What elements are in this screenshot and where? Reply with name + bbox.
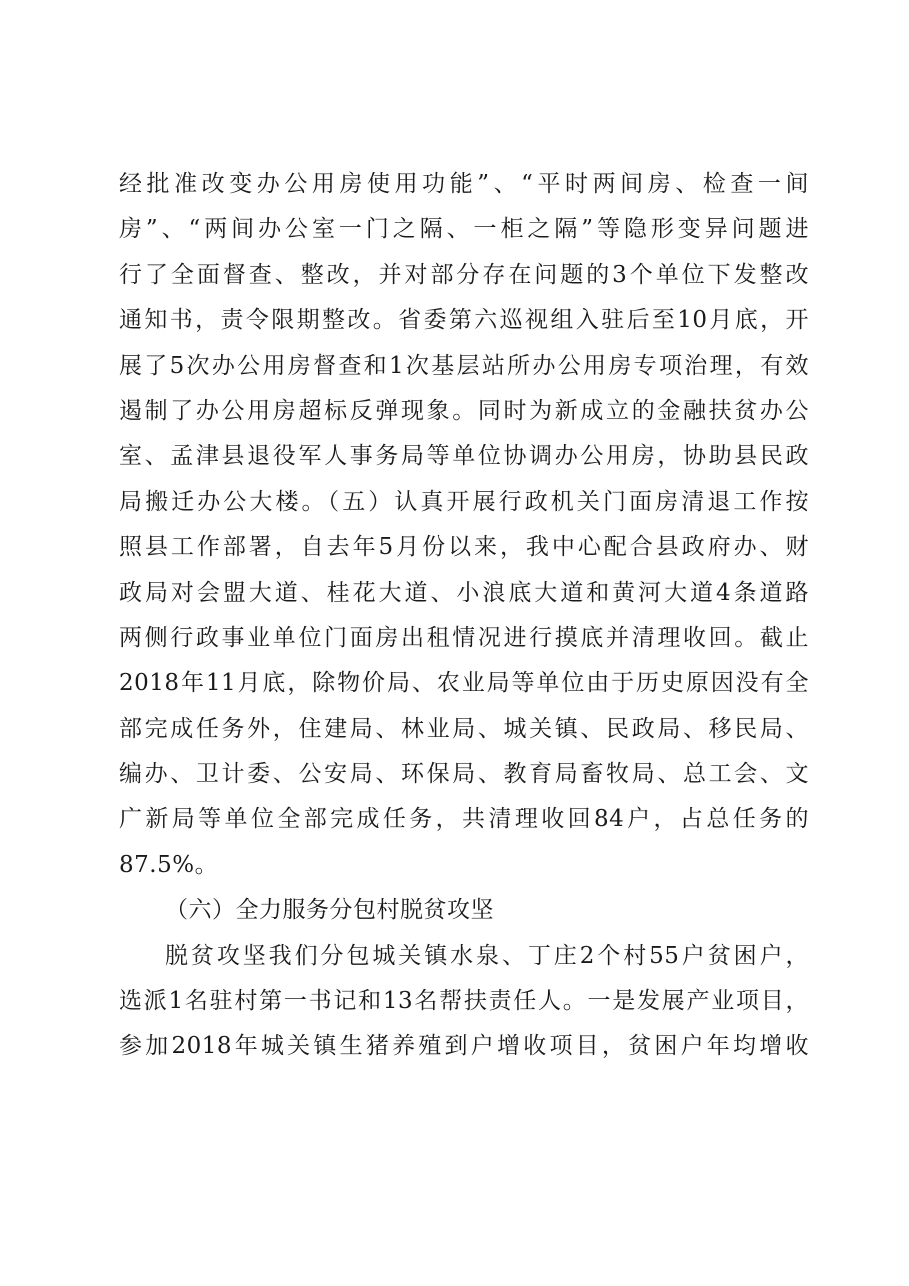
document-body: [119, 162, 809, 1070]
text-line: 行了全面督查、整改，并对部分存在问题的3个单位下发整改: [119, 261, 809, 288]
text-line: 政局对会盟大道、桂花大道、小浪底大道和黄河大道4条道路: [119, 579, 809, 606]
text-line: 经批准改变办公用房使用功能”、“平时两间房、检查一间: [119, 171, 809, 197]
text-line: 编办、卫计委、公安局、环保局、教育局畜牧局、总工会、文: [119, 761, 809, 788]
text-line: 两侧行政事业单位门面房出租情况进行摸底并清理收回。截止: [119, 624, 809, 651]
text-line: 参加2018年城关镇生猪养殖到户增收项目，贫困户年均增收: [119, 1033, 809, 1060]
text-line: 选派1名驻村第一书记和13名帮扶责任人。一是发展产业项目，: [119, 988, 809, 1015]
text-line: 通知书，责令限期整改。省委第六巡视组入驻后至10月底，开: [119, 307, 809, 334]
text-line: 照县工作部署，自去年5月份以来，我中心配合县政府办、财: [119, 534, 809, 561]
text-line: 部完成任务外，住建局、林业局、城关镇、民政局、移民局、: [119, 715, 809, 742]
text-line: 广新局等单位全部完成任务，共清理收回84户，占总任务的: [119, 806, 809, 833]
text-line: 展了5次办公用房督查和1次基层站所办公用房专项治理，有效: [119, 352, 809, 379]
text-line: 局搬迁办公大楼。（五）认真开展行政机关门面房清退工作按: [119, 488, 809, 515]
text-line: 2018年11月底，除物价局、农业局等单位由于历史原因没有全: [119, 670, 809, 697]
text-line: 87.5%。: [119, 851, 219, 878]
paragraph-first-line: 脱贫攻坚我们分包城关镇水泉、丁庄2个村55户贫困户，: [165, 942, 809, 969]
section-heading: （六）全力服务分包村脱贫攻坚: [165, 897, 494, 924]
text-line: 室、孟津县退役军人事务局等单位协调办公用房，协助县民政: [119, 443, 809, 470]
text-line: 遏制了办公用房超标反弹现象。同时为新成立的金融扶贫办公: [119, 397, 809, 424]
text-line: 房”、“两间办公室一门之隔、一柜之隔”等隐形变异问题进: [119, 216, 809, 243]
